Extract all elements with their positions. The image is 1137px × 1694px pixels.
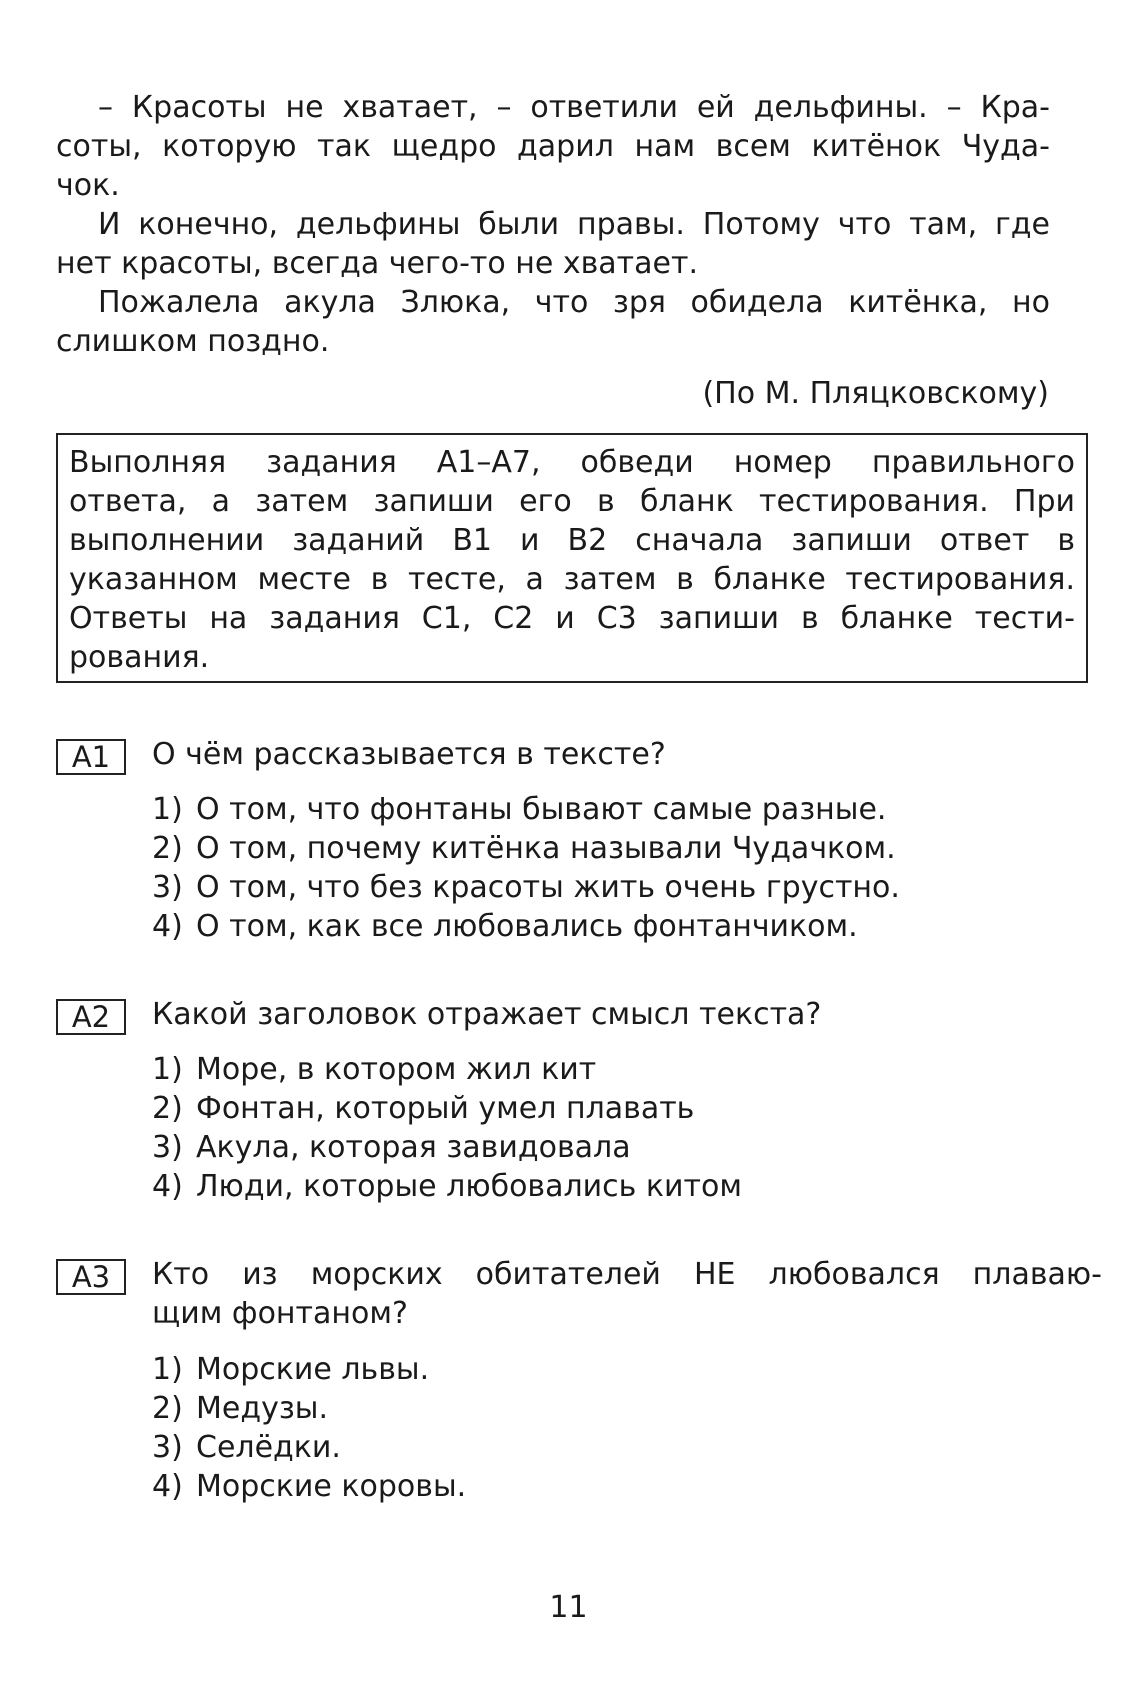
answer-option[interactable] [152, 1389, 466, 1428]
option-text: Морские коровы. [196, 1469, 467, 1504]
instructions-line: рования. [69, 640, 210, 675]
option-number: 2) [152, 1091, 183, 1126]
story-line: – Красоты не хватает, – ответили ей дельфины. – Кра- [98, 90, 1050, 125]
question-text-line: Кто из морских обитателей НЕ любовался плаваю- [152, 1257, 1102, 1292]
option-number: 4) [152, 909, 183, 944]
option-number: 1) [152, 792, 183, 827]
answer-option[interactable] [152, 1428, 466, 1467]
option-text: Люди, которые любовались китом [196, 1169, 742, 1204]
page-number: 11 [549, 1590, 588, 1625]
instructions-line: ответа, а затем запиши его в бланк тестирования. При [69, 484, 1075, 519]
option-number: 4) [152, 1469, 183, 1504]
story-line: соты, которую так щедро дарил нам всем китёнок Чуда- [56, 129, 1050, 164]
question-text [152, 1255, 1102, 1333]
instructions-line: Выполняя задания А1–А7, обведи номер правильного [69, 445, 1075, 480]
instructions-box [56, 433, 1088, 683]
option-text: О том, что фонтаны бывают самые разные. [196, 792, 887, 827]
option-text: О том, почему китёнка называли Чудачком. [196, 831, 896, 866]
answer-option[interactable] [152, 1089, 742, 1128]
option-text: Фонтан, который умел плавать [196, 1091, 695, 1126]
answer-options [152, 1350, 466, 1506]
answer-option[interactable] [152, 1167, 742, 1206]
option-number: 4) [152, 1169, 183, 1204]
answer-options [152, 790, 900, 946]
answer-option[interactable] [152, 790, 900, 829]
story-text [56, 88, 1050, 361]
story-attribution: (По М. Пляцковскому) [702, 376, 1049, 411]
question-label: А1 [56, 739, 126, 775]
question-label: А2 [56, 999, 126, 1035]
question-label: А3 [56, 1259, 126, 1295]
option-text: Акула, которая завидовала [196, 1130, 631, 1165]
question-text [152, 995, 1102, 1034]
answer-option[interactable] [152, 1128, 742, 1167]
option-text: Морские львы. [196, 1352, 430, 1387]
option-number: 2) [152, 831, 183, 866]
question-text-line: Какой заголовок отражает смысл текста? [152, 997, 822, 1032]
question-text [152, 735, 1102, 774]
instructions-line: Ответы на задания С1, С2 и С3 запиши в бланке тести- [69, 601, 1075, 636]
option-number: 1) [152, 1352, 183, 1387]
option-number: 2) [152, 1391, 183, 1426]
question-text-line: щим фонтаном? [152, 1296, 408, 1331]
story-line: И конечно, дельфины были правы. Потому что там, где [98, 207, 1050, 242]
answer-option[interactable] [152, 1467, 466, 1506]
answer-option[interactable] [152, 1350, 466, 1389]
option-number: 3) [152, 870, 183, 905]
answer-option[interactable] [152, 829, 900, 868]
option-text: О том, как все любовались фонтанчиком. [196, 909, 858, 944]
story-line: слишком поздно. [56, 324, 330, 359]
option-number: 3) [152, 1130, 183, 1165]
answer-option[interactable] [152, 907, 900, 946]
option-text: О том, что без красоты жить очень грустно. [196, 870, 900, 905]
instructions-line: выполнении заданий В1 и В2 сначала запиши ответ в [69, 523, 1075, 558]
answer-option[interactable] [152, 868, 900, 907]
instructions-line: указанном месте в тесте, а затем в бланке тестирования. [69, 562, 1075, 597]
option-number: 3) [152, 1430, 183, 1465]
answer-option[interactable] [152, 1050, 742, 1089]
story-line: чок. [56, 168, 120, 203]
option-number: 1) [152, 1052, 183, 1087]
story-line: Пожалела акула Злюка, что зря обидела китёнка, но [98, 285, 1050, 320]
option-text: Море, в котором жил кит [196, 1052, 597, 1087]
option-text: Селёдки. [196, 1430, 341, 1465]
question-text-line: О чём рассказывается в тексте? [152, 737, 666, 772]
answer-options [152, 1050, 742, 1206]
story-line: нет красоты, всегда чего-то не хватает. [56, 246, 699, 281]
option-text: Медузы. [196, 1391, 329, 1426]
